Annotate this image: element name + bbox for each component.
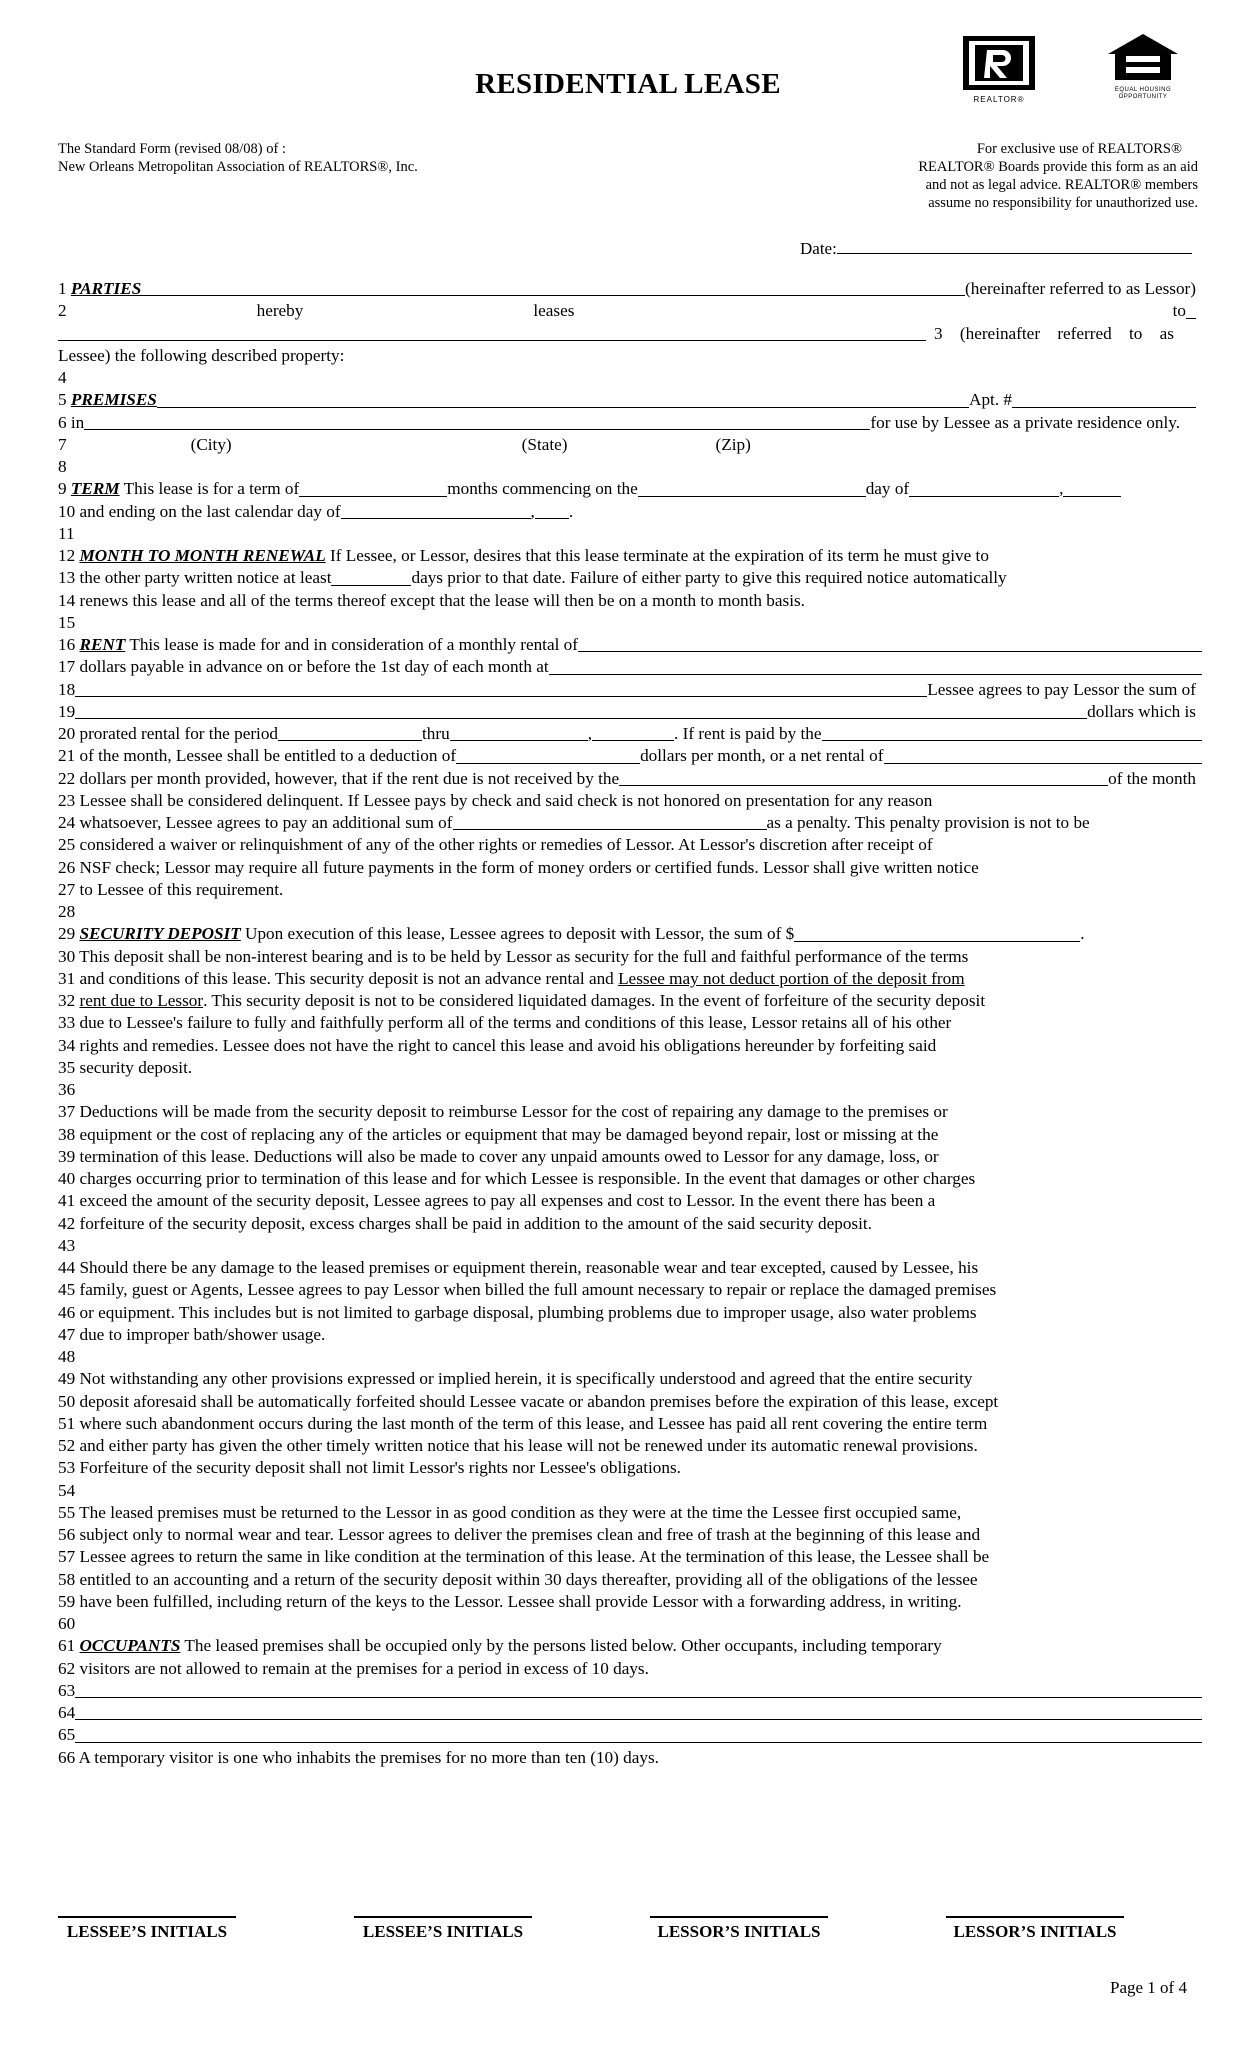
line-text: 51 where such abandonment occurs during the last month of the term of this lease, and Lessee has paid all rent covering the entire term [58,1413,988,1433]
zip-label: (Zip) [715,434,751,454]
section-heading-premises: PREMISES [70,390,157,410]
line-text: 38 equipment or the cost of replacing any of the articles or equipment that may be damaged beyond repair, lost or missing at the [58,1124,939,1144]
prorated-year-field[interactable] [592,724,674,741]
line-text: Upon execution of this lease, Lessee agrees to deposit with Lessor, the sum of $ [240,924,795,944]
disclaimer-line: assume no responsibility for unauthorized use. [928,195,1198,211]
line-47 [58,1324,1196,1346]
line-32 [58,990,1196,1012]
line-text: 23 Lessee shall be considered delinquent. If Lessee pays by check and said check is not honored on presentation for any reason [58,790,933,810]
line-36 [58,1079,1196,1101]
state-label: (State) [521,434,568,454]
line-number: 16 [58,635,80,654]
line-number: 19 [58,701,76,721]
line-42 [58,1213,1196,1235]
line-text: 14 renews this lease and all of the terms thereof except that the lease will then be on a month to month basis. [58,590,805,610]
realtor-logo [963,36,1035,104]
line-text: 17 dollars payable in advance on or before the 1st day of each month at [58,657,549,677]
disclaimer-line: REALTOR® Boards provide this form as an aid [918,159,1198,175]
line-text: to [1172,301,1186,321]
lessee-initials-box[interactable] [354,1916,532,1942]
line-39 [58,1146,1196,1168]
line-28 [58,901,1196,923]
line-26 [58,857,1196,879]
line-number: 8 [58,457,67,476]
line-number: 5 [58,390,71,410]
initials-line [354,1916,532,1918]
equal-housing-house-icon [1106,32,1180,82]
line-text: 26 NSF check; Lessor may require all future payments in the form of money orders or certified funds. Lessor shall give written notice [58,857,979,877]
end-month-field[interactable] [341,502,531,519]
line-text: Apt. # [969,390,1012,410]
line-text: (hereinafter referred to as Lessor) [965,279,1196,298]
line-text: , [587,724,592,743]
form-source-line: New Orleans Metropolitan Association of REALTORS®, Inc. [58,159,418,175]
line-6 [58,412,1196,434]
line-text: The leased premises shall be occupied only by the persons listed below. Other occupants, including temporary [180,1636,942,1656]
line-55 [58,1502,1196,1524]
city-state-zip-field[interactable] [84,413,870,430]
underlined-text: rent due to Lessor [79,991,204,1010]
monthly-rental-field[interactable] [578,635,1202,652]
line-text: 3 (hereinafter referred to as [934,323,1174,343]
payment-location-field[interactable] [549,658,1202,675]
line-number: 65 [58,1725,76,1745]
form-source-line: The Standard Form (revised 08/08) of : [58,141,286,157]
line-text: 56 subject only to normal wear and tear. Lessor agrees to deliver the premises clean and free of trash at the beginning of this lease and [58,1525,981,1544]
line-46 [58,1302,1196,1324]
initials-line [946,1916,1124,1918]
line-17 [58,656,1196,678]
line-text: 37 Deductions will be made from the security deposit to reimburse Lessor for the cost of repairing any damage to the premises or [58,1102,948,1122]
section-heading-rent: RENT [79,635,126,654]
line-text: . This security deposit is not to be considered liquidated damages. In the event of forfeiture of the security deposit [203,991,986,1010]
city-label: (City) [190,434,232,454]
line-56 [58,1524,1196,1546]
line-text: for use by Lessee as a private residence only. [870,412,1180,432]
initials-label: LESSEE’S INITIALS [66,1922,228,1941]
line-text: as a penalty. This penalty provision is not to be [766,813,1090,832]
line-66 [58,1747,1196,1769]
disclaimer-line: For exclusive use of REALTORS® [976,141,1182,157]
lessee-initials-box[interactable] [58,1916,236,1942]
line-number: 4 [58,368,67,387]
early-pay-day-field[interactable] [822,724,1203,741]
line-number: 11 [58,523,75,543]
line-text: This lease is for a term of [119,479,300,499]
prorated-end-field[interactable] [450,724,588,741]
line-23 [58,790,1196,812]
line-text: , [1059,479,1064,499]
line-29 [58,923,1196,945]
line-number: 36 [58,1080,76,1099]
due-day-field[interactable] [619,769,1108,786]
line-54 [58,1480,1196,1502]
line-number: 54 [58,1480,76,1500]
commence-year-field[interactable] [1063,480,1121,497]
line-text: 39 termination of this lease. Deductions will also be made to cover any unpaid amounts owed to Lessor for any damage, loss, or [58,1146,939,1166]
page-number: Page 1 of 4 [1110,1978,1187,1997]
line-text: 42 forfeiture of the security deposit, excess charges shall be paid in addition to the amount of the said security deposit. [58,1213,872,1233]
line-44 [58,1257,1196,1279]
deduction-field[interactable] [456,747,640,764]
initials-row [0,1916,1256,1956]
line-number: 48 [58,1347,76,1366]
line-45 [58,1279,1196,1301]
line-14 [58,590,1196,612]
line-48 [58,1346,1196,1368]
line-text: This lease is made for and in consideration of a monthly rental of [125,635,578,654]
line-text: 6 in [58,412,85,432]
penalty-sum-field[interactable] [453,813,767,830]
line-number: 61 [58,1636,80,1656]
line-62 [58,1658,1196,1680]
line-30 [58,946,1196,968]
line-text: 62 visitors are not allowed to remain at the premises for a period in excess of 10 days. [58,1658,649,1678]
line-text: 47 due to improper bath/shower usage. [58,1324,326,1344]
end-year-field[interactable] [535,502,569,519]
line-number: 43 [58,1235,76,1255]
line-text: 34 rights and remedies. Lessee does not have the right to cancel this lease and avoid his obligations hereunder by forfeiting said [58,1035,937,1055]
line-text: 21 of the month, Lessee shall be entitled to a deduction of [58,746,457,766]
lessee-name-field-start[interactable] [1186,302,1196,319]
line-24 [58,812,1196,834]
line-number: 29 [58,924,80,944]
lease-body [58,278,1196,1769]
line-12 [58,545,1196,567]
line-60 [58,1613,1196,1635]
line-25 [58,834,1196,856]
net-rental-field[interactable] [884,747,1203,764]
line-number: 18 [58,679,76,699]
line-9 [58,478,1196,500]
line-58 [58,1569,1196,1591]
line-text: dollars per month, or a net rental of [640,746,884,766]
line-number: 28 [58,902,76,921]
line-37 [58,1101,1196,1123]
line-27 [58,879,1196,901]
initials-line [58,1916,236,1918]
line-41 [58,1190,1196,1212]
line-text: Lessee agrees to pay Lessor the sum of [927,679,1196,699]
line-text: 40 charges occurring prior to termination of this lease and for which Lessee is responsible. In the event that damages or other charges [58,1169,976,1188]
lessor-name-field[interactable] [141,279,965,296]
line-text: of the month [1108,768,1196,788]
line-43 [58,1235,1196,1257]
line-text: 27 to Lessee of this requirement. [58,879,284,899]
line-text: 55 The leased premises must be returned to the Lessor in as good condition as they were at the time the Lessee first occupied same, [58,1502,962,1522]
line-3b [58,345,1196,367]
line-text: 31 and conditions of this lease. This security deposit is not an advance rental and [58,968,619,988]
line-number: 2 [58,301,67,321]
realtor-caption: REALTOR® [973,95,1025,104]
line-text: 45 family, guest or Agents, Lessee agrees to pay Lessor when billed the full amount necessary to repair or replace the damaged premises [58,1280,997,1300]
line-text: , [530,501,535,521]
line-2 [58,300,1196,322]
line-text: day of [865,479,910,499]
occupant-field-2[interactable] [75,1703,1202,1720]
line-5 [58,389,1196,411]
line-text: 41 exceed the amount of the security deposit, Lessee agrees to pay all expenses and cost to Lessor. In the event there has been a [58,1191,936,1211]
line-text: 53 Forfeiture of the security deposit shall not limit Lessor's rights nor Lessee's obligations. [58,1458,681,1478]
line-text: 59 have been fulfilled, including return of the keys to the Lessor. Lessee shall provide Lessor with a forwarding address, in writing. [58,1591,962,1611]
line-21 [58,745,1196,767]
date-label: Date: [800,239,837,258]
line-text: thru [422,724,450,743]
line-22 [58,768,1196,790]
line-text: 44 Should there be any damage to the leased premises or equipment therein, reasonable wear and tear excepted, caused by Lessee, his [58,1258,979,1277]
line-text: If Lessee, or Lessor, desires that this lease terminate at the expiration of its term he must give to [325,546,989,565]
deposit-amount-field[interactable] [794,925,1080,942]
line-4 [58,367,1196,389]
prorated-start-field[interactable] [278,724,422,741]
line-text: months commencing on the [447,479,638,499]
line-number: 7 [58,434,67,454]
line-text: 50 deposit aforesaid shall be automatically forfeited should Lessee vacate or abandon premises before the expiration of this lease, except [58,1391,999,1411]
section-heading-term: TERM [70,479,120,499]
date-row [800,237,1192,259]
line-text: 35 security deposit. [58,1057,193,1077]
occupant-field-3[interactable] [75,1726,1202,1743]
section-heading-occupants: OCCUPANTS [79,1636,181,1656]
line-text: Lessee) the following described property: [58,345,345,365]
line-65 [58,1724,1196,1746]
payment-location-field-cont[interactable] [75,680,927,697]
line-15 [58,612,1196,634]
line-13 [58,567,1196,589]
line-7 [58,434,1196,456]
line-10 [58,501,1196,523]
initials-line [650,1916,828,1918]
line-text: 57 Lessee agrees to return the same in like condition at the termination of this lease. At the termination of this lease, the Lessee shall be [58,1547,990,1567]
line-3 [58,323,1196,345]
initials-label: LESSOR’S INITIALS [953,1922,1117,1941]
line-61 [58,1635,1196,1657]
lessor-initials-box[interactable] [946,1916,1124,1942]
line-64 [58,1702,1196,1724]
line-40 [58,1168,1196,1190]
line-text: dollars which is [1087,701,1196,721]
line-53 [58,1457,1196,1479]
line-text: 46 or equipment. This includes but is not limited to garbage disposal, plumbing problems due to improper usage, also water problems [58,1302,977,1322]
line-text: . If rent is paid by the [674,724,822,743]
line-text: 10 and ending on the last calendar day of [58,501,341,521]
line-19 [58,701,1196,723]
premises-address-field[interactable] [157,391,969,408]
initials-label: LESSEE’S INITIALS [362,1922,524,1941]
form-source [58,140,418,176]
section-heading-month-to-month: MONTH TO MONTH RENEWAL [79,546,326,565]
prorated-sum-field[interactable] [75,702,1087,719]
line-57 [58,1546,1196,1568]
section-heading-parties: PARTIES [70,279,142,298]
line-text: leases [533,301,575,321]
lessor-initials-box[interactable] [650,1916,828,1942]
realtor-r-icon [963,36,1035,90]
line-number: 15 [58,612,76,632]
line-text: days prior to that date. Failure of either party to give this required notice automatically [411,568,1007,588]
occupant-field-1[interactable] [75,1681,1202,1698]
line-16 [58,634,1196,656]
line-text: 20 prorated rental for the period [58,724,279,743]
document-title: RESIDENTIAL LEASE [475,68,781,100]
line-text: . [1080,924,1085,944]
line-18 [58,679,1196,701]
line-50 [58,1391,1196,1413]
line-51 [58,1413,1196,1435]
line-63 [58,1680,1196,1702]
date-field[interactable] [837,237,1192,254]
line-number: 12 [58,546,80,565]
lessee-name-field[interactable] [58,324,926,341]
commence-day-field[interactable] [638,480,866,497]
commence-month-field[interactable] [909,480,1059,497]
line-text: 52 and either party has given the other timely written notice that his lease will not be renewed under its automatic renewal provisions. [58,1436,978,1455]
line-33 [58,1012,1196,1034]
line-text: 58 entitled to an accounting and a return of the security deposit within 30 days thereafter, providing all of the obligations of the lessee [58,1569,978,1589]
line-11 [58,523,1196,545]
term-months-field[interactable] [299,480,447,497]
line-59 [58,1591,1196,1613]
line-text: 33 due to Lessee's failure to fully and faithfully perform all of the terms and conditions of this lease, Lessor retains all of his other [58,1013,952,1033]
line-31 [58,968,1196,990]
line-38 [58,1124,1196,1146]
equal-housing-caption: EQUAL HOUSING OPPORTUNITY [1114,87,1172,100]
line-8 [58,456,1196,478]
section-heading-security-deposit: SECURITY DEPOSIT [79,924,241,944]
line-1 [58,278,1196,300]
line-text: 66 A temporary visitor is one who inhabits the premises for no more than ten (10) days. [58,1747,659,1767]
underlined-text: Lessee may not deduct portion of the deposit from [618,968,965,988]
usage-disclaimer [868,140,1198,212]
line-49 [58,1368,1196,1390]
line-number: 32 [58,991,80,1010]
line-35 [58,1057,1196,1079]
line-20 [58,723,1196,745]
line-text: 13 the other party written notice at least [58,568,332,588]
line-number: 64 [58,1703,76,1722]
line-text: hereby [256,301,304,321]
equal-housing-logo [1106,32,1180,101]
disclaimer-line: and not as legal advice. REALTOR® members [925,177,1198,193]
line-52 [58,1435,1196,1457]
initials-label: LESSOR’S INITIALS [657,1922,821,1941]
line-number: 60 [58,1614,76,1633]
line-text: 49 Not withstanding any other provisions expressed or implied herein, it is specifically understood and agreed that the entire security [58,1369,973,1389]
line-34 [58,1035,1196,1057]
line-text: 25 considered a waiver or relinquishment of any of the other rights or remedies of Lessor. At Lessor's discretion after receipt of [58,835,933,855]
apt-number-field[interactable] [1012,391,1196,408]
line-text: 30 This deposit shall be non-interest bearing and is to be held by Lessor as security for the full and faithful performance of the terms [58,946,969,966]
line-number: 1 [58,279,71,298]
line-text: 24 whatsoever, Lessee agrees to pay an additional sum of [58,813,453,832]
line-text: 22 dollars per month provided, however, that if the rent due is not received by the [58,768,620,788]
notice-days-field[interactable] [331,569,411,586]
line-text: . [568,501,574,521]
line-number: 63 [58,1680,76,1700]
line-number: 9 [58,479,71,499]
